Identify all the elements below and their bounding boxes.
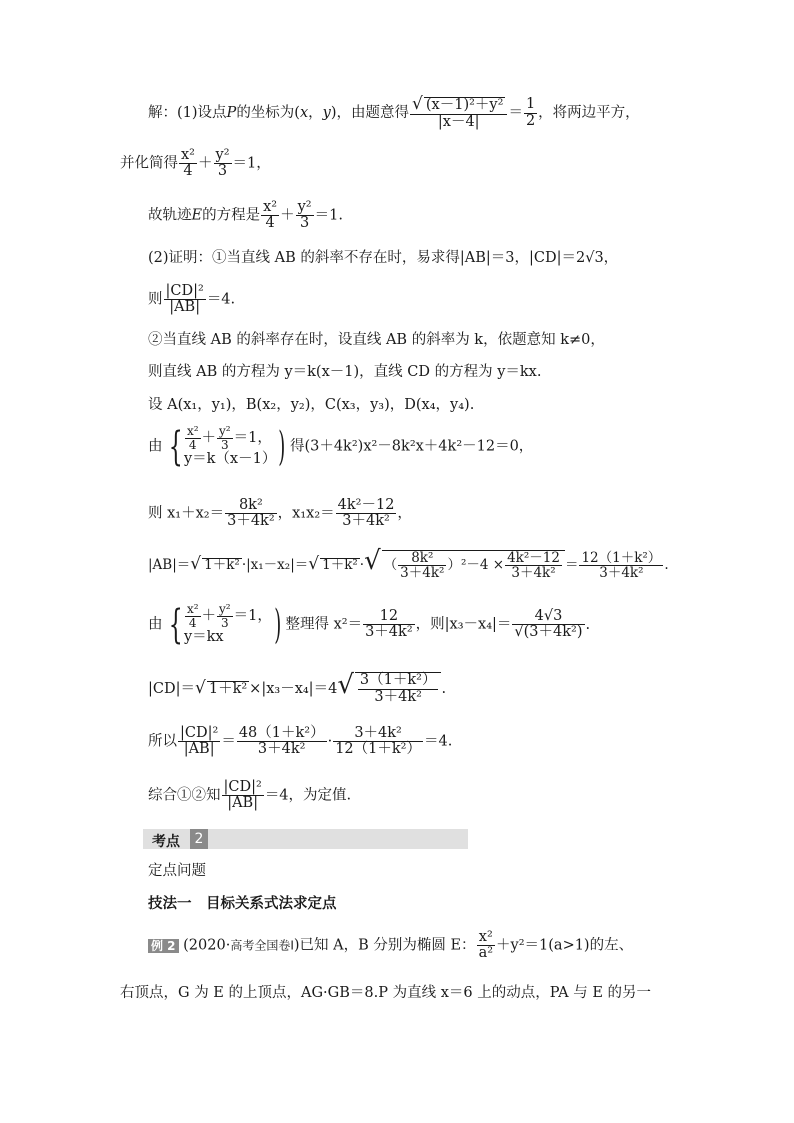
line-9 xyxy=(148,425,533,469)
text: 的方程是 xyxy=(202,207,261,224)
line-14 xyxy=(148,726,452,757)
section-heading xyxy=(143,829,468,849)
line-10 xyxy=(148,498,412,529)
denominator: 3 xyxy=(299,215,310,232)
fraction xyxy=(178,726,220,757)
text: 的坐标为( xyxy=(236,105,300,122)
line-2 xyxy=(120,148,271,179)
text: ＝ xyxy=(508,105,523,122)
denominator: 3＋4k² xyxy=(257,741,306,758)
radical-sign: √ xyxy=(337,670,354,700)
numerator: 4k²－12 xyxy=(507,549,560,566)
fraction xyxy=(217,425,233,451)
radicand xyxy=(382,550,565,580)
right-brace: ) xyxy=(274,601,282,648)
fraction xyxy=(185,425,201,451)
section-number: 2 xyxy=(190,829,208,849)
numerator: y² xyxy=(219,602,231,616)
text: 综合①②知 xyxy=(148,787,221,804)
text: ＝1. xyxy=(314,207,343,224)
line-7: 则直线 AB 的方程为 y＝k(x－1)，直线 CD 的方程为 y＝kx. xyxy=(148,364,542,380)
fraction xyxy=(225,498,277,529)
text: 则 x₁＋x₂＝ xyxy=(148,505,225,522)
denominator: √(3＋4k²) xyxy=(514,624,583,641)
numerator: 8k² xyxy=(398,551,446,566)
text: ＝ xyxy=(564,557,579,573)
fraction xyxy=(214,148,232,179)
numerator: y² xyxy=(215,147,230,163)
fraction xyxy=(179,148,197,179)
denominator: 3＋4k² xyxy=(342,513,390,530)
text: )，由题意得 xyxy=(330,105,410,122)
text: ＋ xyxy=(201,430,217,447)
radical-sign: √ xyxy=(190,554,202,574)
denominator: a² xyxy=(478,945,494,962)
line-1 xyxy=(148,96,640,130)
fraction xyxy=(477,930,495,961)
text: |AB|＝ xyxy=(148,557,191,573)
text: 解：(1)设点 xyxy=(148,105,227,122)
line-6: ②当直线 AB 的斜率存在时，设直线 AB 的斜率为 k，依题意知 k≠0， xyxy=(148,332,605,348)
denominator: 3＋4k² xyxy=(365,624,413,641)
equation-system xyxy=(184,425,276,469)
fraction xyxy=(164,284,206,315)
text: ＋y²＝1(a>1)的左、 xyxy=(496,937,634,954)
row-1 xyxy=(184,425,276,451)
line-8: 设 A(x₁，y₁)，B(x₂，y₂)，C(x₃，y₃)，D(x₄，y₄). xyxy=(148,397,475,413)
text: ，x₁x₂＝ xyxy=(277,505,335,522)
numerator: x² xyxy=(263,199,278,215)
line-5 xyxy=(148,284,235,315)
text: . xyxy=(664,557,669,573)
numerator: 1 xyxy=(525,96,536,113)
line-15 xyxy=(148,780,351,811)
example-badge: 例 2 xyxy=(148,939,179,953)
radical-sign: √ xyxy=(308,554,320,574)
text: |CD|＝ xyxy=(148,681,195,697)
text: （ xyxy=(383,557,398,573)
radicand: 1＋k² xyxy=(322,557,358,573)
text: 故轨迹 xyxy=(148,207,192,224)
denominator: |AB| xyxy=(227,795,259,812)
numerator: x² xyxy=(477,930,495,946)
text: ＝4，为定值. xyxy=(264,787,352,804)
numerator: 3（1＋k²） xyxy=(359,672,437,689)
numerator: y² xyxy=(219,424,231,438)
fraction xyxy=(579,551,663,580)
numerator: 8k² xyxy=(225,498,277,514)
denominator: 4 xyxy=(188,437,197,452)
numerator: x² xyxy=(186,424,199,438)
fraction xyxy=(217,603,233,629)
text: ×|x₃－x₄|＝4 xyxy=(249,681,338,697)
text: 所以 xyxy=(148,733,177,750)
line-4: (2)证明：①当直线 AB 的斜率不存在时，易求得|AB|＝3，|CD|＝2√3， xyxy=(148,250,619,266)
text: ）²－4 × xyxy=(447,557,505,573)
text: 得(3＋4k²)x²－8k²x＋4k²－12＝0， xyxy=(289,438,534,455)
fraction xyxy=(358,673,439,704)
numerator: 12（1＋k²） xyxy=(581,549,662,566)
section-label: 考点 xyxy=(152,834,180,850)
radicand: 1＋k² xyxy=(204,557,240,573)
line-11 xyxy=(148,548,669,580)
numerator: 3＋4k² xyxy=(333,726,423,742)
numerator: x² xyxy=(181,147,195,163)
row-2: y＝kx xyxy=(183,629,224,646)
denominator: 3＋4k² xyxy=(599,565,644,581)
text: ＝ xyxy=(221,733,236,750)
text: ，将两边平方， xyxy=(538,105,640,122)
text: · xyxy=(359,557,365,573)
row-1 xyxy=(184,603,272,629)
fraction xyxy=(333,726,423,757)
radical-sign: √ xyxy=(364,546,381,576)
fraction xyxy=(185,603,201,629)
text: ＋ xyxy=(198,155,213,172)
fraction xyxy=(261,200,279,231)
denominator: 3＋4k² xyxy=(374,688,422,705)
text: ＝4. xyxy=(206,291,236,308)
fraction xyxy=(505,551,562,580)
example-line-1 xyxy=(148,930,633,961)
text: 则 xyxy=(148,291,163,308)
line-3 xyxy=(148,200,343,231)
right-brace: ) xyxy=(278,423,286,470)
exam-source: 高考全国卷Ⅰ xyxy=(230,938,294,953)
example-line-2: 右顶点，G 为 E 的上顶点，AG·GB＝8.P 为直线 x＝6 上的动点，PA 与 E 的另一 xyxy=(120,985,652,1001)
numerator: 12 xyxy=(363,609,415,625)
denominator: |AB| xyxy=(183,741,215,758)
text: 整理得 x²＝ xyxy=(285,616,363,633)
denominator: |AB| xyxy=(169,299,201,316)
text: (2020· xyxy=(183,937,231,954)
denominator: 3 xyxy=(221,615,229,630)
left-brace: { xyxy=(168,601,183,648)
text: 由 xyxy=(148,438,163,455)
denominator: 4 xyxy=(188,615,197,630)
text: ＝1， xyxy=(232,155,271,172)
radicand: (x－1)²＋y² xyxy=(425,97,504,113)
method-title: 技法一 目标关系式法求定点 xyxy=(148,895,337,912)
denominator: 3 xyxy=(221,437,229,452)
text: ·|x₁－x₂|＝ xyxy=(241,557,309,573)
line-12 xyxy=(148,603,590,647)
left-brace: { xyxy=(168,423,183,470)
denominator: 3＋4k² xyxy=(400,565,445,581)
text: 并化简得 xyxy=(120,155,178,172)
fraction xyxy=(512,609,584,640)
numerator: 4k²－12 xyxy=(337,497,395,513)
text: 由 xyxy=(148,616,163,633)
equation-system xyxy=(184,603,272,647)
denominator: 4 xyxy=(265,215,275,232)
text: ＋ xyxy=(280,207,295,224)
numerator: |CD|² xyxy=(223,779,262,795)
fraction xyxy=(398,551,446,580)
text: ， xyxy=(397,505,412,522)
denominator: 4 xyxy=(183,163,193,180)
numerator: |CD|² xyxy=(165,283,204,299)
text: . xyxy=(441,681,447,697)
denominator: 3＋4k² xyxy=(227,513,275,530)
row-2: y＝k（x－1） xyxy=(183,451,277,468)
numerator: 4√3 xyxy=(512,609,584,625)
radical-sign: √ xyxy=(195,678,206,698)
fraction xyxy=(222,780,264,811)
text: E xyxy=(191,207,203,224)
denominator: 12（1＋k²） xyxy=(335,741,421,758)
text: ＋ xyxy=(201,608,217,625)
numerator: 48（1＋k²） xyxy=(238,725,325,741)
text: ＝4. xyxy=(423,733,453,750)
numerator: x² xyxy=(186,602,199,616)
text: ，则|x₃－x₄|＝ xyxy=(415,616,512,633)
line-13 xyxy=(148,672,446,705)
radical-sign: √ xyxy=(412,94,423,114)
denominator: 3 xyxy=(217,163,228,180)
topic-title: 定点问题 xyxy=(148,863,206,879)
text: · xyxy=(327,733,333,750)
denominator: 2 xyxy=(525,112,536,129)
numerator: y² xyxy=(297,199,312,215)
radicand xyxy=(355,672,442,704)
numerator: |CD|² xyxy=(180,725,219,741)
text: x xyxy=(299,105,309,122)
text: y xyxy=(322,105,331,122)
text: ＝1， xyxy=(233,608,272,625)
text: ， xyxy=(308,105,323,122)
fraction xyxy=(336,498,397,529)
denominator: 3＋4k² xyxy=(511,565,556,581)
fraction xyxy=(237,726,327,757)
radicand: 1＋k² xyxy=(208,681,248,697)
text: ＝1， xyxy=(233,430,272,447)
text: P xyxy=(226,105,237,122)
denominator: |x－4| xyxy=(437,113,480,130)
fraction xyxy=(524,97,537,128)
text: . xyxy=(585,616,591,633)
fraction xyxy=(410,96,507,130)
text: )已知 A，B 分别为椭圆 E： xyxy=(293,937,476,954)
fraction xyxy=(363,609,415,640)
fraction xyxy=(296,200,314,231)
